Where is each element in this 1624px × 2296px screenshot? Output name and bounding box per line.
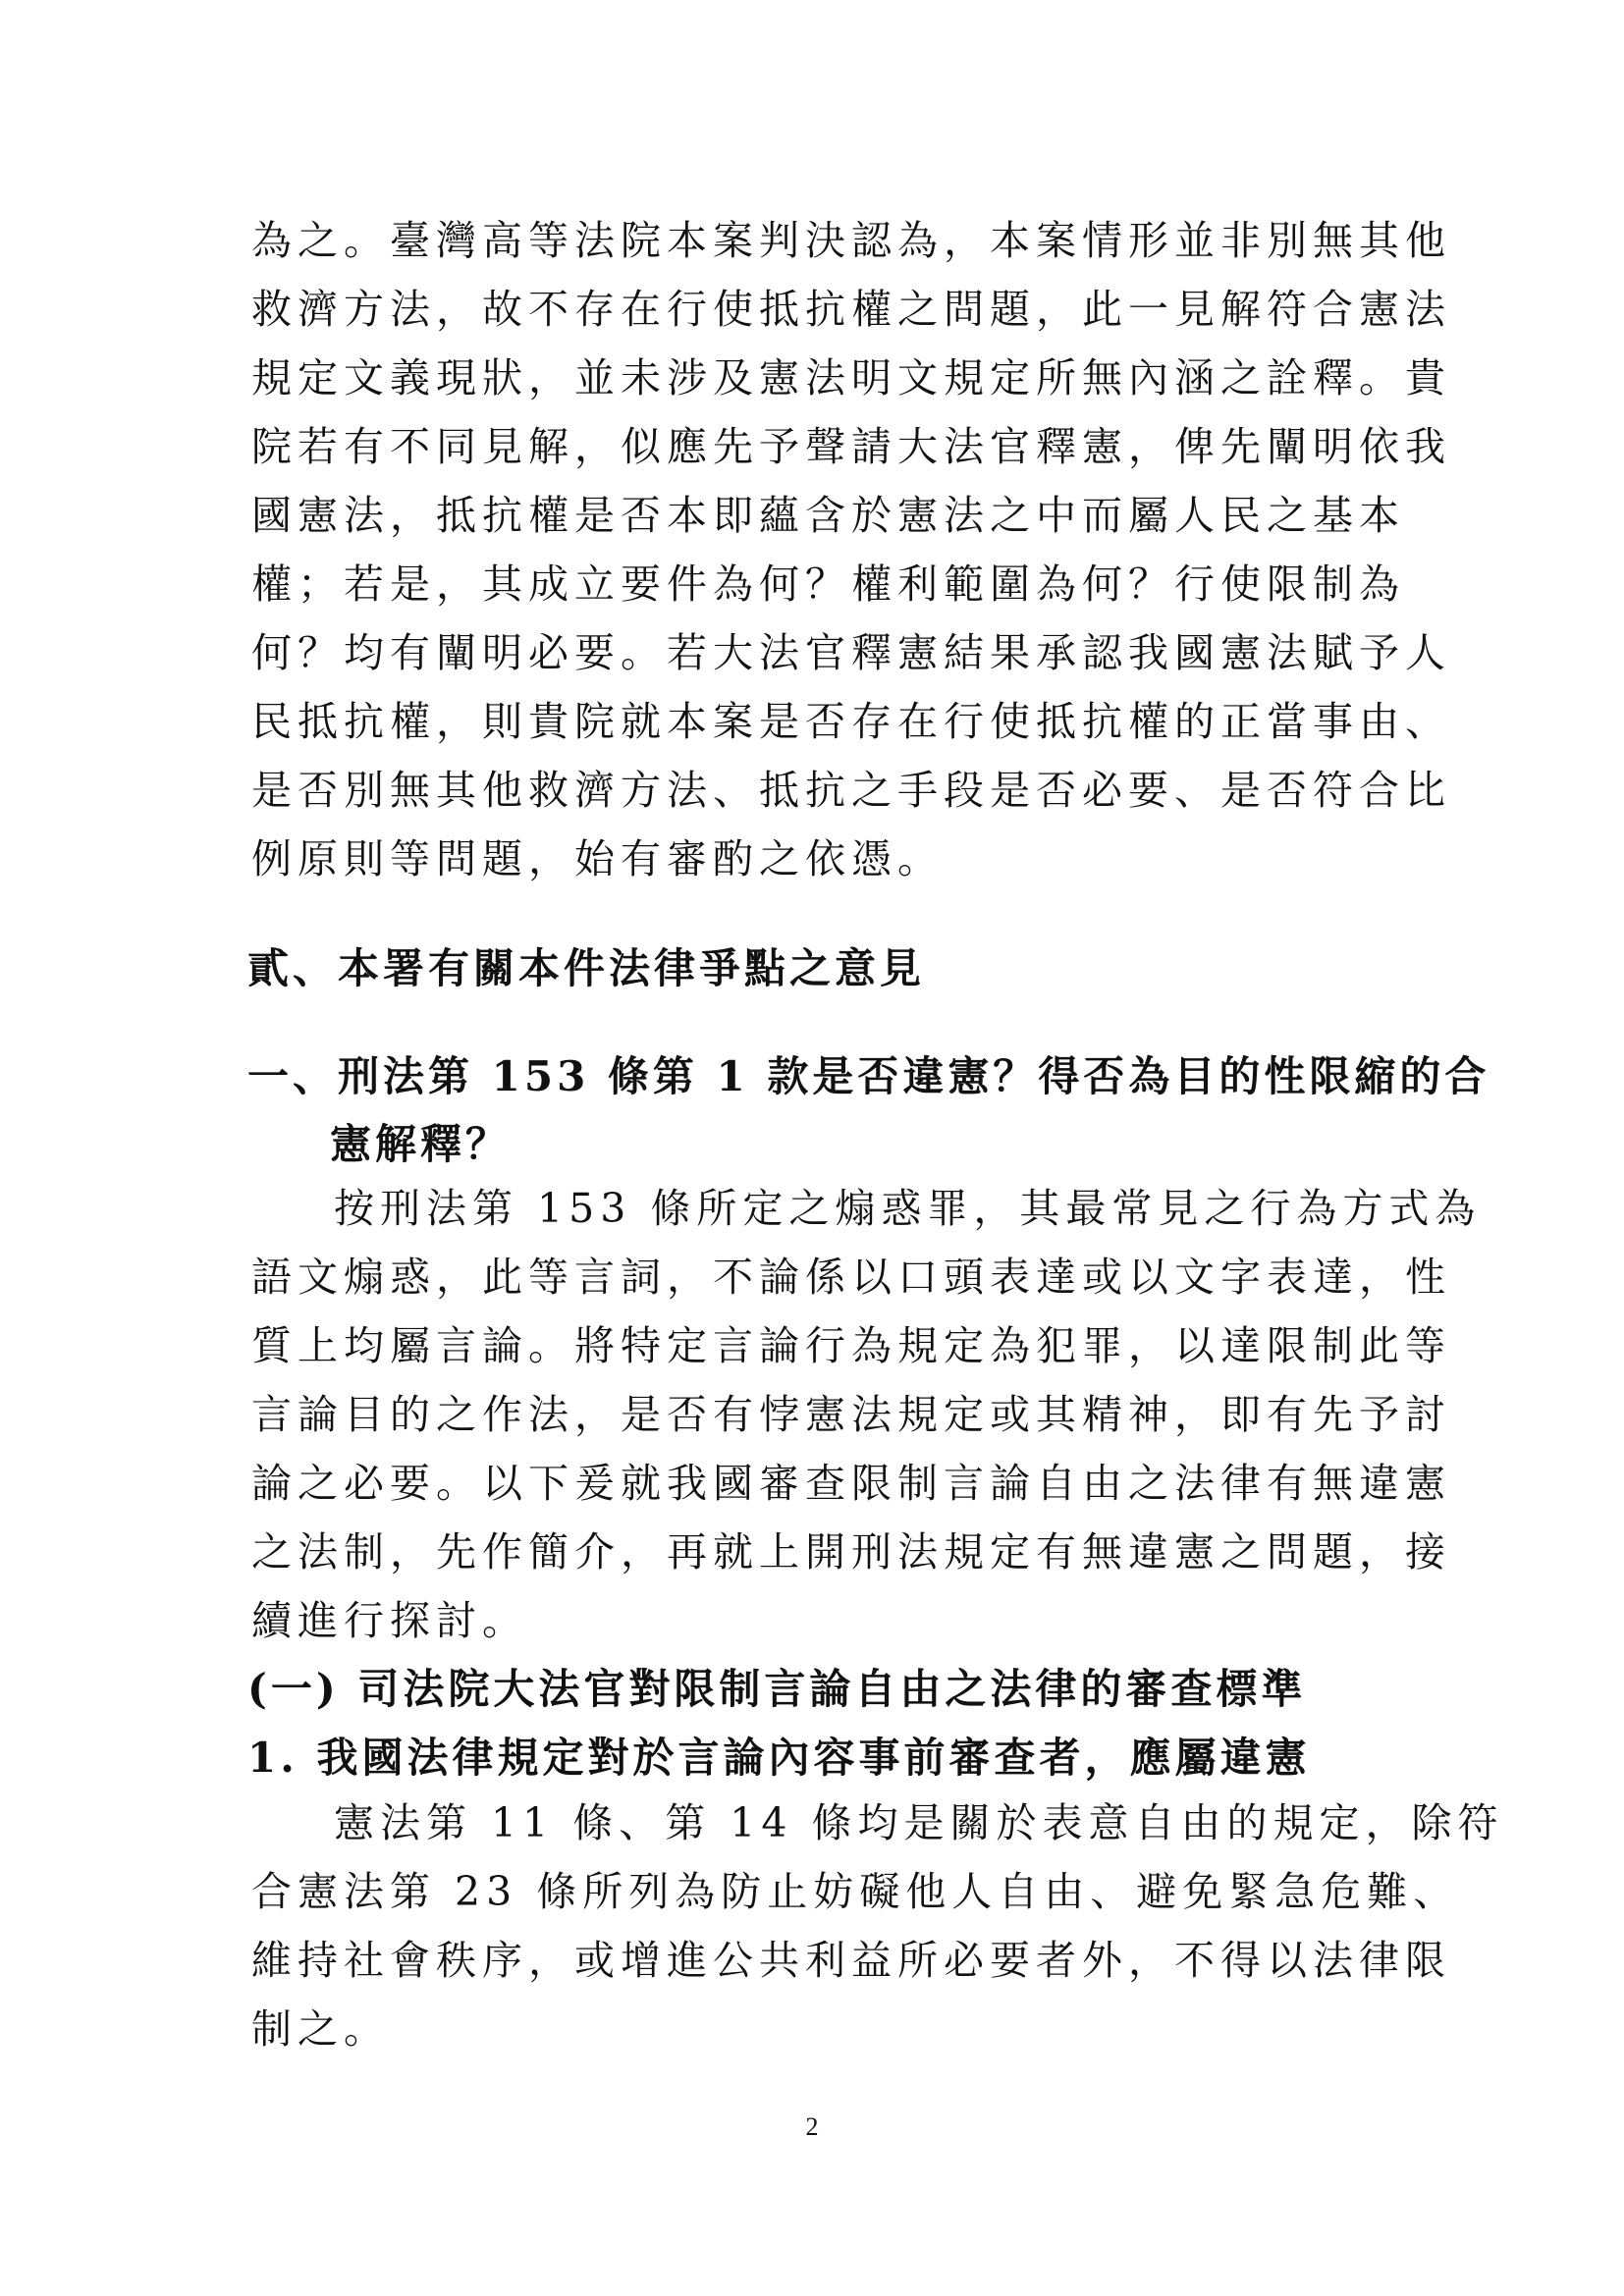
paragraph-line: 論之必要。以下爰就我國審查限制言論自由之法律有無違憲 [251, 1460, 1451, 1507]
paragraph-continuation [251, 206, 1451, 893]
subsection-heading-line2: 憲解釋？ [330, 1120, 512, 1168]
paragraph-line: 例原則等問題，始有審酌之依憑。 [251, 835, 944, 882]
paragraph-line: 規定文義現狀，並未涉及憲法明文規定所無內涵之詮釋。貴 [251, 354, 1451, 401]
page-number: 2 [805, 2112, 819, 2141]
subsection-heading-line1: 一、刑法第 153 條第 1 款是否違憲？得否為目的性限縮的合 [247, 1052, 1490, 1100]
paragraph-body [251, 1174, 1482, 1655]
numbered-heading: 1. 我國法律規定對於言論內容事前審查者，應屬違憲 [247, 1734, 1311, 1782]
paragraph-line: 民抵抗權，則貴院就本案是否存在行使抵抗權的正當事由、 [251, 698, 1451, 745]
sub-subsection-heading: (一) 司法院大法官對限制言論自由之法律的審查標準 [247, 1665, 1307, 1713]
paragraph-line: 憲法第 11 條、第 14 條均是關於表意自由的規定，除符 [334, 1799, 1504, 1846]
paragraph-line: 維持社會秩序，或增進公共利益所必要者外，不得以法律限 [251, 1937, 1451, 1984]
paragraph-line: 權；若是，其成立要件為何？權利範圍為何？行使限制為 [251, 561, 1405, 608]
paragraph-line: 語文煽惑，此等言詞，不論係以口頭表達或以文字表達，性 [251, 1254, 1451, 1301]
paragraph-line: 制之。 [251, 2005, 390, 2053]
paragraph-line: 言論目的之作法，是否有悖憲法規定或其精神，即有先予討 [251, 1391, 1451, 1438]
paragraph-line: 之法制，先作簡介，再就上開刑法規定有無違憲之問題，接 [251, 1528, 1451, 1575]
paragraph-body-2 [251, 1789, 1504, 2063]
paragraph-line: 合憲法第 23 條所列為防止妨礙他人自由、避免緊急危難、 [251, 1868, 1460, 1915]
paragraph-line: 是否別無其他救濟方法、抵抗之手段是否必要、是否符合比 [251, 767, 1451, 814]
paragraph-line: 質上均屬言論。將特定言論行為規定為犯罪，以達限制此等 [251, 1322, 1451, 1369]
paragraph-line: 為之。臺灣高等法院本案判決認為，本案情形並非別無其他 [251, 217, 1451, 264]
section-heading: 貳、本署有關本件法律爭點之意見 [247, 944, 926, 992]
paragraph-line: 按刑法第 153 條所定之煽惑罪，其最常見之行為方式為 [334, 1185, 1482, 1232]
paragraph-line: 院若有不同見解，似應先予聲請大法官釋憲，俾先闡明依我 [251, 423, 1451, 470]
paragraph-line: 何？均有闡明必要。若大法官釋憲結果承認我國憲法賦予人 [251, 629, 1451, 676]
paragraph-line: 國憲法，抵抗權是否本即蘊含於憲法之中而屬人民之基本 [251, 492, 1405, 539]
paragraph-line: 救濟方法，故不存在行使抵抗權之問題，此一見解符合憲法 [251, 286, 1451, 333]
paragraph-line: 續進行探討。 [251, 1597, 528, 1644]
